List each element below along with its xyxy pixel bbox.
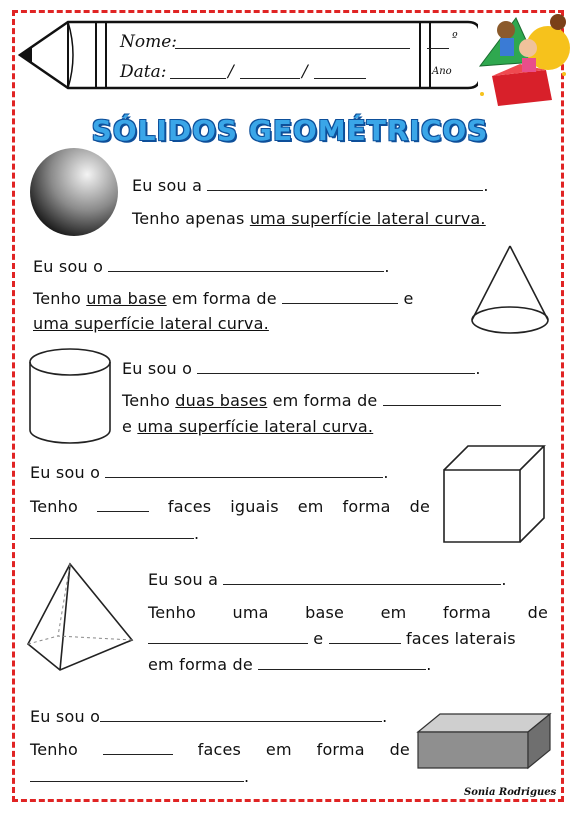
prism-line1-label: Eu sou o — [30, 707, 101, 726]
pyramid-question: Eu sou a . — [148, 570, 507, 589]
cube-word: de — [409, 497, 430, 516]
pyramid-faces-field[interactable] — [329, 629, 401, 644]
cube-description — [30, 497, 430, 516]
year-label: Ano — [432, 66, 452, 77]
sphere-line1-label: Eu sou a — [132, 176, 203, 195]
pyramid-word: forma — [442, 603, 492, 622]
pyramid-word: base — [305, 603, 345, 622]
cone-base-field[interactable] — [282, 289, 398, 304]
rectangular-prism-icon — [416, 710, 554, 772]
pyramid-description — [148, 603, 548, 622]
cylinder-description-2 — [122, 417, 373, 436]
author-signature: Sonia Rodrigues — [464, 787, 557, 798]
prism-description-2 — [30, 767, 249, 786]
sphere-icon — [28, 146, 120, 238]
date-sep: / — [302, 62, 308, 82]
prism-line3-end: . — [244, 767, 250, 786]
prism-answer-field[interactable] — [100, 707, 382, 722]
page-title: SÓLIDOS GEOMÉTRICOS — [91, 114, 489, 147]
date-label: Data: — [120, 62, 167, 82]
sphere-line2-underlined: uma superfície lateral curva. — [249, 209, 486, 228]
pyramid-line3-mid: e — [313, 629, 324, 648]
prism-shape-field[interactable] — [30, 767, 244, 782]
cube-icon — [440, 442, 548, 546]
prism-description — [30, 740, 410, 759]
pyramid-line1-label: Eu sou a — [148, 570, 219, 589]
prism-word: de — [389, 740, 410, 759]
cylinder-answer-field[interactable] — [197, 359, 475, 374]
sphere-description — [132, 209, 486, 228]
prism-question: Eu sou o . — [30, 707, 388, 726]
cone-line2-underlined: uma base — [86, 289, 167, 308]
cube-line1-label: Eu sou o — [30, 463, 101, 482]
cone-line2-end: e — [403, 289, 414, 308]
pyramid-word: de — [527, 603, 548, 622]
cube-word: faces — [167, 497, 212, 516]
cube-description-2 — [30, 524, 199, 543]
cylinder-question: Eu sou o . — [122, 359, 481, 378]
date-year-field[interactable] — [314, 64, 366, 79]
sphere-question: Eu sou a . — [132, 176, 489, 195]
cone-line2-mid: em forma de — [171, 289, 277, 308]
cylinder-line2-prefix: Tenho — [122, 391, 170, 410]
pyramid-description-3: em forma de . — [148, 655, 432, 674]
date-sep: / — [228, 62, 234, 82]
cube-word: iguais — [230, 497, 279, 516]
date-day-field[interactable] — [170, 64, 226, 79]
pyramid-line3-end: faces laterais — [405, 629, 516, 648]
cone-question: Eu sou o . — [33, 257, 390, 276]
name-label: Nome: — [120, 32, 178, 52]
cube-word: Tenho — [30, 497, 78, 516]
cone-description-2 — [33, 314, 269, 333]
cylinder-line3-prefix: e — [122, 417, 133, 436]
grade-mark: º — [452, 30, 458, 44]
kids-shapes-icon — [476, 4, 572, 108]
cube-count-field[interactable] — [97, 497, 149, 512]
pyramid-word: em — [380, 603, 407, 622]
cylinder-line2-underlined: duas bases — [175, 391, 268, 410]
pyramid-line4-prefix: em forma de — [148, 655, 253, 674]
pyramid-word: uma — [232, 603, 269, 622]
cube-word: em — [297, 497, 324, 516]
cylinder-line1-label: Eu sou o — [122, 359, 193, 378]
cube-question: Eu sou o . — [30, 463, 389, 482]
prism-word: forma — [316, 740, 365, 759]
cone-answer-field[interactable] — [108, 257, 384, 272]
cone-description: Tenho uma base em forma de e — [33, 289, 414, 308]
prism-word: Tenho — [30, 740, 78, 759]
cylinder-base-field[interactable] — [383, 391, 501, 406]
cube-line3-end: . — [194, 524, 200, 543]
cone-line1-label: Eu sou o — [33, 257, 104, 276]
pyramid-base-field[interactable] — [148, 629, 308, 644]
cylinder-description — [122, 391, 501, 410]
cube-word: forma — [342, 497, 391, 516]
prism-word: em — [265, 740, 292, 759]
pyramid-icon — [24, 560, 136, 676]
date-month-field[interactable] — [240, 64, 300, 79]
cube-shape-field[interactable] — [30, 524, 194, 539]
pyramid-word: Tenho — [148, 603, 196, 622]
prism-count-field[interactable] — [103, 740, 173, 755]
name-field[interactable] — [175, 34, 410, 49]
cylinder-line3-underlined: uma superfície lateral curva. — [137, 417, 374, 436]
pyramid-answer-field[interactable] — [223, 570, 501, 585]
cone-icon — [468, 242, 552, 338]
cone-line3-underlined: uma superfície lateral curva. — [33, 314, 269, 333]
pyramid-faces-shape-field[interactable] — [258, 655, 426, 670]
pyramid-description-2 — [148, 629, 516, 648]
sphere-line2-prefix: Tenho apenas — [132, 209, 245, 228]
cube-answer-field[interactable] — [105, 463, 383, 478]
sphere-answer-field[interactable] — [207, 176, 483, 191]
pencil-header-icon — [18, 14, 478, 94]
cylinder-icon — [26, 346, 114, 446]
prism-word: faces — [197, 740, 242, 759]
grade-field[interactable] — [427, 34, 449, 49]
cylinder-line2-mid: em forma de — [272, 391, 378, 410]
